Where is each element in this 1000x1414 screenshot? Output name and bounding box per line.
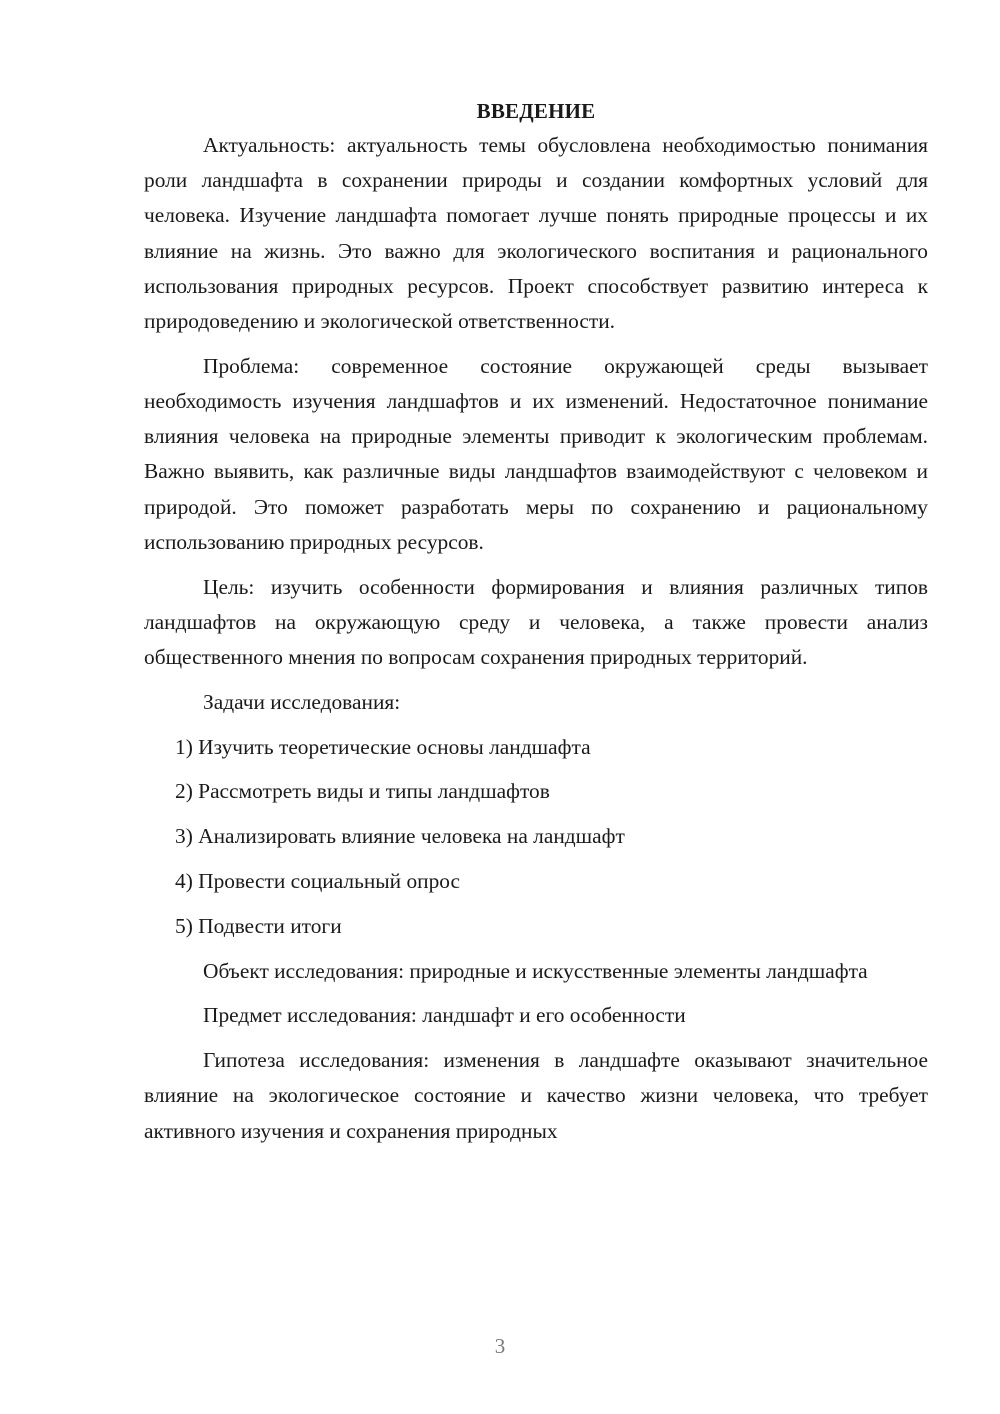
paragraph-problem: Проблема: современное состояние окружающей среды вызывает необходимость изучения ландшафтов и их изменений. Недостаточное понимание влияния человека на природные элементы приводит к экологическим проблемам. Важно выявить, как различные виды ландшафтов взаимодействуют с человеком и природой. Это поможет разработать меры по сохранению и рациональному использованию природных ресурсов.: [144, 353, 928, 554]
task-item: 4) Провести социальный опрос: [175, 869, 461, 894]
task-item: 2) Рассмотреть виды и типы ландшафтов: [175, 779, 550, 804]
task-item: 3) Анализировать влияние человека на ландшафт: [175, 824, 625, 849]
section-title: ВВЕДЕНИЕ: [476, 99, 596, 123]
page-number: 3: [494, 1334, 506, 1358]
paragraph-relevance: Актуальность: актуальность темы обусловлена необходимостью понимания роли ландшафта в сохранении природы и создании комфортных условий для человека. Изучение ландшафта помогает лучше понять природные процессы и их влияние на жизнь. Это важно для экологического воспитания и рационального использования природных ресурсов. Проект способствует развитию интереса к природоведению и экологической ответственности.: [144, 133, 928, 334]
paragraph-hypothesis: Гипотеза исследования: изменения в ландшафте оказывают значительное влияние на экологическое состояние и качество жизни человека, что требует активного изучения и сохранения природных: [144, 1048, 928, 1143]
document-page: [144, 95, 928, 1158]
task-item: 1) Изучить теоретические основы ландшафта: [175, 734, 591, 759]
tasks-heading: Задачи исследования:: [203, 689, 401, 714]
task-item: 5) Подвести итоги: [175, 913, 342, 938]
tasks-list: [144, 730, 928, 944]
paragraph-goal: Цель: изучить особенности формирования и влияния различных типов ландшафтов на окружающую среду и человека, а также провести анализ общественного мнения по вопросам сохранения природных территорий.: [144, 574, 928, 670]
paragraph-subject: Предмет исследования: ландшафт и его особенности: [203, 1003, 686, 1028]
paragraph-object: Объект исследования: природные и искусственные элементы ландшафта: [203, 958, 868, 983]
